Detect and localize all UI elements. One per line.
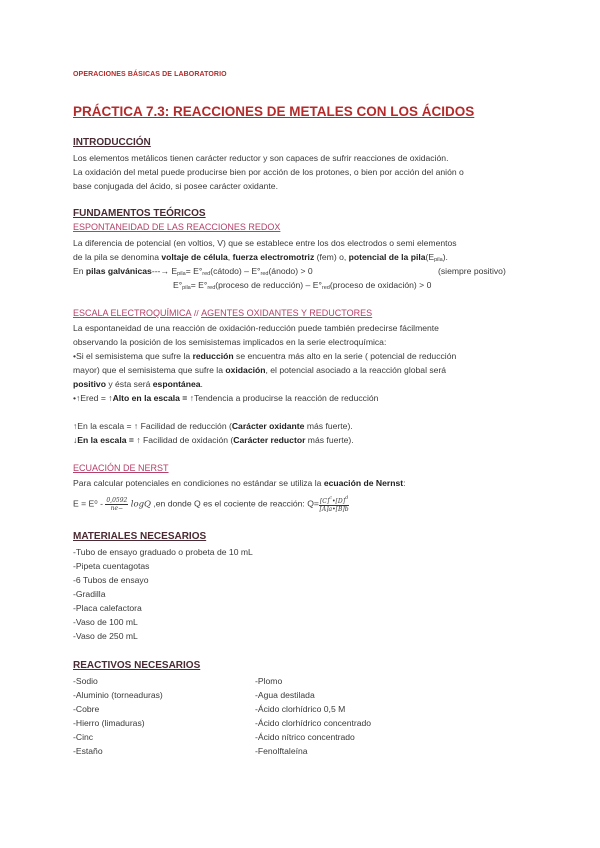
- list-item: -Ácido clorhídrico 0,5 M: [255, 704, 346, 714]
- paragraph-line: La espontaneidad de una reacción de oxidación-reducción puede también predecirse fácilmente: [73, 323, 439, 333]
- list-item: -Placa calefactora: [73, 603, 142, 613]
- paragraph-line: observando la posición de los semisistemas implicados en la serie electroquímica:: [73, 337, 387, 347]
- intro-line: Los elementos metálicos tienen carácter reductor y son capaces de sufrir reacciones de oxidación.: [73, 153, 449, 163]
- fundamentos-subheading: ESPONTANEIDAD DE LAS REACCIONES REDOX: [73, 222, 281, 232]
- quotient-fraction: $\frac{[C]^c•[D]^d}{[A]a•[B]b}$: [319, 495, 349, 513]
- list-item: -Plomo: [255, 676, 283, 686]
- paragraph-line: de la pila se denomina voltaje de célula, fuerza electromotriz (fem) o, potencial de la $pila(E_{pila})$.: [73, 252, 448, 263]
- intro-line: La oxidación del metal puede producirse bien por acción de los protones, o bien por acción del anión o: [73, 167, 464, 177]
- paragraph-note: (siempre positivo): [438, 266, 506, 276]
- list-item: -Cinc: [73, 732, 94, 742]
- list-item: -Agua destilada: [255, 690, 315, 700]
- list-item: -Hierro (limaduras): [73, 718, 145, 728]
- list-item: -6 Tubos de ensayo: [73, 575, 149, 585]
- paragraph-line: ↓En la escala = ↑ Facilidad de oxidación (Carácter reductor más fuerte).: [73, 435, 354, 445]
- list-item: -Vaso de 100 mL: [73, 617, 138, 627]
- intro-heading: INTRODUCCIÓN: [73, 137, 151, 148]
- list-item: -Gradilla: [73, 589, 106, 599]
- list-item: -Aluminio (torneaduras): [73, 690, 163, 700]
- list-item: -Vaso de 250 mL: [73, 631, 138, 641]
- list-item: -Fenolftaleína: [255, 746, 308, 756]
- list-item: -Pipeta cuentagotas: [73, 561, 150, 571]
- title-main: REACCIONES DE METALES CON LOS ÁCIDOS: [169, 104, 475, 119]
- list-item: -Tubo de ensayo graduado o probeta de 10 mL: [73, 547, 253, 557]
- list-item: -Ácido clorhídrico concentrado: [255, 718, 372, 728]
- page-title: [73, 104, 474, 119]
- paragraph-line: positivo y ésta será espontánea.: [73, 379, 203, 389]
- materiales-heading: MATERIALES NECESARIOS: [73, 531, 207, 542]
- list-item: -Estaño: [73, 746, 103, 756]
- list-item: -Sodio: [73, 676, 98, 686]
- nernst-subheading: ECUACIÓN DE NERST: [73, 463, 169, 473]
- fundamentos-heading: FUNDAMENTOS TEÓRICOS: [73, 208, 206, 219]
- paragraph-line: •Si el semisistema que sufre la reducción se encuentra más alto en la serie ( potencial de reducción: [73, 351, 457, 361]
- reactivos-heading: REACTIVOS NECESARIOS: [73, 660, 201, 671]
- paragraph-line: $E^\circ_{pila}=$ $E^\circ_{red}(proceso$ de reducción) – $E^\circ_{red}(proceso$ de oxidación) > 0: [173, 280, 432, 291]
- running-header: OPERACIONES BÁSICAS DE LABORATORIO: [73, 71, 227, 78]
- intro-line: base conjugada del ácido, si posee carácter oxidante.: [73, 181, 278, 191]
- list-item: -Cobre: [73, 704, 100, 714]
- paragraph-line: •↑Ered = ↑Alto en la escala = ↑Tendencia a producirse la reacción de reducción: [73, 393, 379, 403]
- list-item: -Ácido nítrico concentrado: [255, 732, 355, 742]
- paragraph-line: mayor) que el semisistema que sufre la oxidación, el potencial asociado a la reacción global será: [73, 365, 447, 375]
- nernst-equation: E = E⁰ - $\frac{0,0592}{ne-}$ logQ ,en donde Q es el cociente de reacción: Q= $\frac{[C]^c•[D]^d}{[A]a•[B]b}$: [73, 495, 349, 513]
- paragraph-line: La diferencia de potencial (en voltios, V) que se establece entre los dos electrodos o semi elementos: [73, 238, 457, 248]
- nernst-fraction: $\frac{0,0592}{ne-}$: [106, 496, 128, 512]
- paragraph-line: Para calcular potenciales en condiciones no estándar se utiliza la ecuación de Nernst:: [73, 478, 406, 488]
- title-prefix: PRÁCTICA 7.3:: [73, 104, 170, 119]
- paragraph-line: ↑En la escala = ↑ Facilidad de reducción (Carácter oxidante más fuerte).: [73, 421, 353, 431]
- paragraph-line: En pilas galvánicas---→ $E_{pila}=$ $E^\circ_{red}(cátodo)$ – $E^\circ_{red}(ánodo) > 0$: [73, 266, 313, 277]
- escala-subheading: ESCALA ELECTROQUÍMICA // AGENTES OXIDANTES Y REDUCTORES: [73, 308, 373, 318]
